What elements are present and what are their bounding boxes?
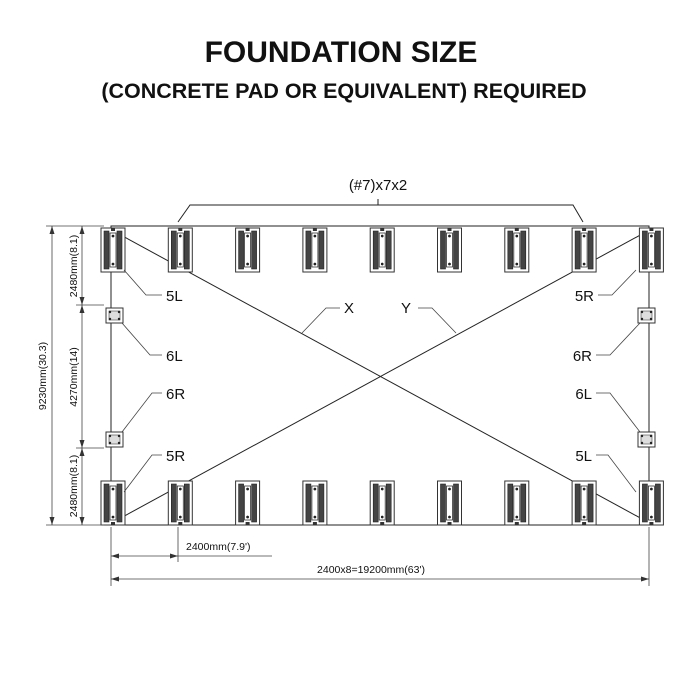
dim-total-width: 2400x8=19200mm(63') [317,564,425,576]
page-title: FOUNDATION SIZE [204,36,478,69]
top-post-plate-2 [168,228,192,272]
side-plate-right-upper [638,308,655,323]
callout-left-upper-6l: 6L [166,348,183,365]
bottom-post-plate-6 [438,481,462,525]
dim-bottom-section: 2480mm(8.1) [68,454,80,518]
side-plate-left-lower [106,432,123,447]
dim-top-section: 2480mm(8.1) [68,234,80,298]
top-post-row [101,228,663,272]
bottom-post-plate-9 [639,481,663,525]
top-group-callout: (#7)x7x2 [348,177,408,194]
bottom-post-plate-3 [236,481,260,525]
callout-left-lower-6r: 6R [166,386,186,403]
bottom-post-plate-7 [505,481,529,525]
callout-right-lower-6l: 6L [575,386,592,403]
dim-total-height: 9230mm(30.3) [37,341,49,411]
top-post-plate-1 [101,228,125,272]
bottom-post-plate-5 [370,481,394,525]
callout-right-bottom-5l: 5L [575,448,592,465]
top-post-plate-3 [236,228,260,272]
side-plate-right-lower [638,432,655,447]
bottom-post-plate-2 [168,481,192,525]
callout-right-upper-6r: 6R [572,348,592,365]
callout-right-top-5r: 5R [574,288,594,305]
callout-x: X [344,300,355,317]
side-plate-left-upper [106,308,123,323]
dim-middle-section: 4270mm(14) [68,347,80,407]
top-post-plate-6 [438,228,462,272]
top-group-bracket [178,205,583,222]
bottom-post-plate-4 [303,481,327,525]
horizontal-dimensions [111,527,649,586]
bottom-post-row [101,481,663,525]
top-post-plate-4 [303,228,327,272]
bottom-post-plate-1 [101,481,125,525]
top-post-plate-9 [639,228,663,272]
dim-bay-width: 2400mm(7.9') [186,541,251,553]
callout-y: Y [401,300,412,317]
callout-left-bottom-5r: 5R [166,448,186,465]
top-post-plate-7 [505,228,529,272]
top-post-plate-5 [370,228,394,272]
page-subtitle: (CONCRETE PAD OR EQUIVALENT) REQUIRED [101,79,587,103]
bottom-post-plate-8 [572,481,596,525]
callout-left-top-5l: 5L [166,288,183,305]
top-post-plate-8 [572,228,596,272]
